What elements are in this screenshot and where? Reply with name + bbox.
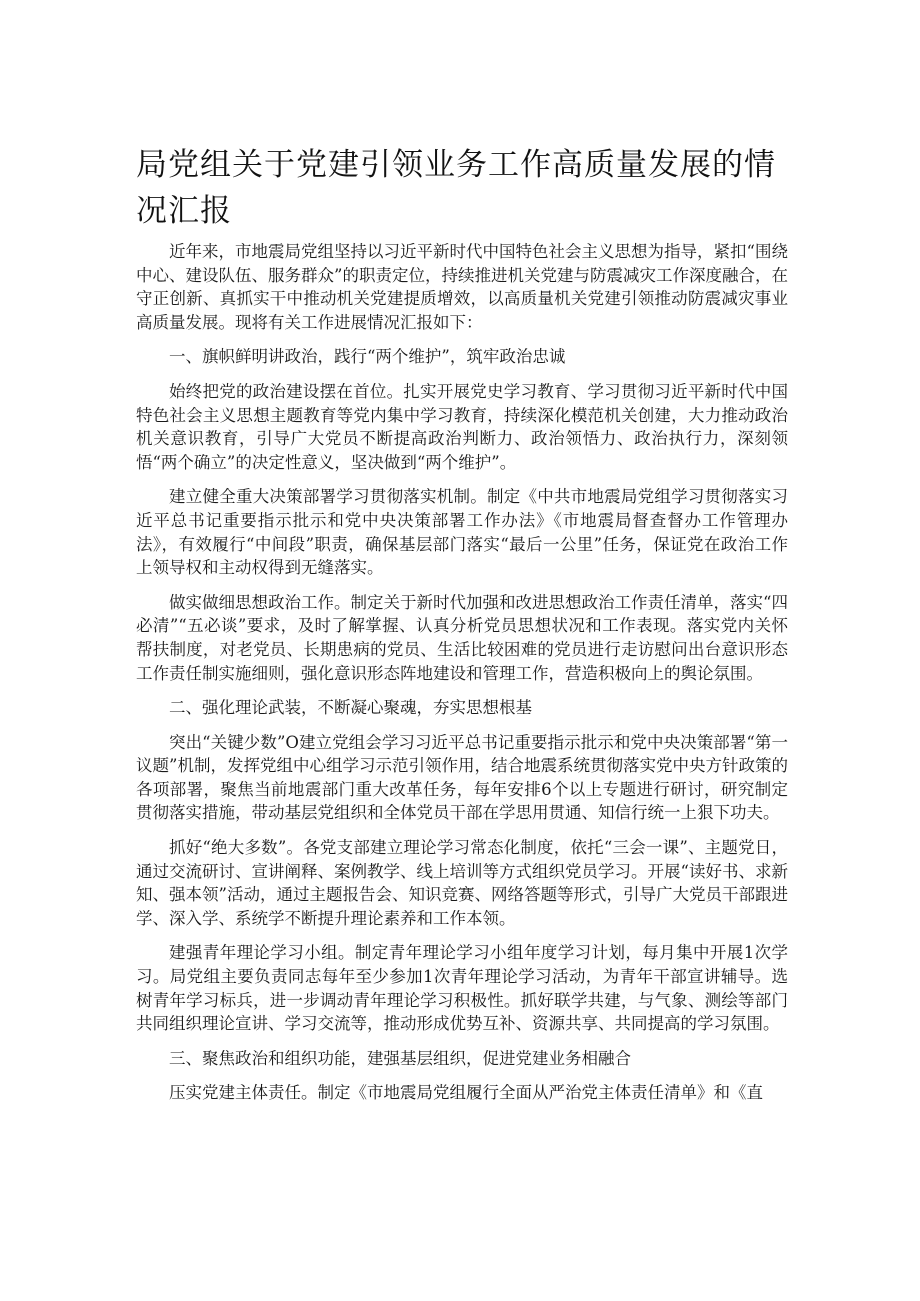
section-heading: 一、旗帜鲜明讲政治，践行“两个维护”，筑牢政治忠诚: [169, 347, 566, 367]
section-heading: 二、强化理论武装，不断凝心聚魂，夯实思想根基: [169, 698, 532, 718]
body-paragraph: 做实做细思想政治工作。制定关于新时代加强和改进思想政治工作责任清单，落实“四必清”“五必谈”要求，及时了解掌握、认真分析党员思想状况和工作表现。落实党内关怀帮扶制度，对老党员、长期患病的党员、生活比较困难的党员进行走访慰问出台意识形态工作责任制实施细则，强化意识形态阵地建设和管理工作，营造积极向上的舆论氛围。: [136, 592, 788, 683]
body-paragraph: 突出“关键少数”O建立党组会学习习近平总书记重要指示批示和党中央决策部署“第一议题”机制，发挥党组中心组学习示范引领作用，结合地震系统贯彻落实党中央方针政策的各项部署，聚焦当前地震部门重大改革任务，每年安排6个以上专题进行研讨，研究制定贯彻落实措施，带动基层党组织和全体党员干部在学思用贯通、知信行统一上狠下功夫。: [136, 732, 788, 823]
body-paragraph: 近年来，市地震局党组坚持以习近平新时代中国特色社会主义思想为指导，紧扣“围绕中心、建设队伍、服务群众”的职责定位，持续推进机关党建与防震减灾工作深度融合，在守正创新、真抓实干中推动机关党建提质增效，以高质量机关党建引领推动防震减灾事业高质量发展。现将有关工作进展情况汇报如下：: [136, 242, 788, 332]
document-title: 局党组关于党建引领业务工作高质量发展的情况汇报: [136, 147, 776, 229]
body-paragraph: 始终把党的政治建设摆在首位。扎实开展党史学习教育、学习贯彻习近平新时代中国特色社会主义思想主题教育等党内集中学习教育，持续深化模范机关创建，大力推动政治机关意识教育，引导广大党员不断提高政治判断力、政治领悟力、政治执行力，深刻领悟“两个确立”的决定性意义，坚决做到“两个维护”。: [136, 381, 788, 472]
section-heading: 三、聚焦政治和组织功能，建强基层组织，促进党建业务相融合: [169, 1048, 631, 1068]
body-paragraph: 建强青年理论学习小组。制定青年理论学习小组年度学习计划，每月集中开展1次学习。局党组主要负责同志每年至少参加1次青年理论学习活动，为青年干部宣讲辅导。选树青年学习标兵，进一步调动青年理论学习积极性。抓好联学共建，与气象、测绘等部门共同组织理论宣讲、学习交流等，推动形成优势互补、资源共享、共同提高的学习氛围。: [136, 943, 788, 1034]
body-paragraph: 建立健全重大决策部署学习贯彻落实机制。制定《中共市地震局党组学习贯彻落实习近平总书记重要指示批示和党中央决策部署工作办法》《市地震局督查督办工作管理办法》，有效履行“中间段”职责，确保基层部门落实“最后一公里”任务，保证党在政治工作上领导权和主动权得到无缝落实。: [136, 487, 788, 578]
body-paragraph: 抓好“绝大多数”。各党支部建立理论学习常态化制度，依托“三会一课”、主题党日，通过交流研讨、宣讲阐释、案例教学、线上培训等方式组织党员学习。开展“读好书、求新知、强本领”活动，通过主题报告会、知识竞赛、网络答题等形式，引导广大党员干部跟进学、深入学、系统学不断提升理论素养和工作本领。: [136, 838, 788, 928]
body-paragraph: 压实党建主体责任。制定《市地震局党组履行全面从严治党主体责任清单》和《直: [169, 1083, 763, 1103]
document-body: [136, 240, 788, 1116]
